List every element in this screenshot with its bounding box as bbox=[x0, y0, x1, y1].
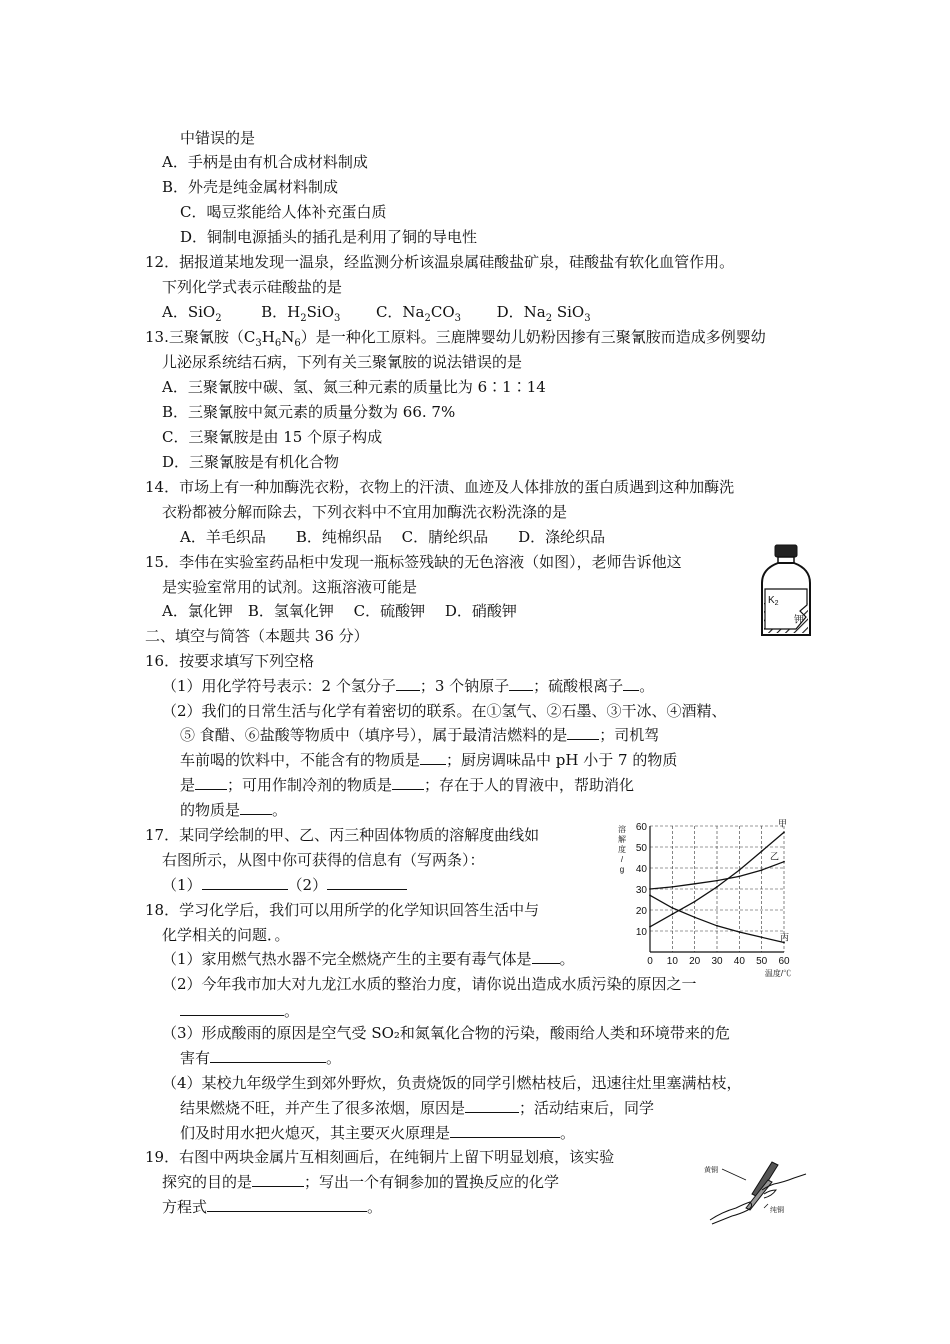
data-point bbox=[694, 901, 696, 903]
q13-option-c: C．三聚氰胺是由 15 个原子构成 bbox=[162, 428, 383, 446]
q11-option-d: D．铜制电源插头的插孔是利用了铜的导电性 bbox=[180, 228, 478, 246]
y-tick-label: 10 bbox=[635, 927, 647, 938]
x-axis-label: 温度/℃ bbox=[764, 969, 792, 978]
data-point bbox=[694, 883, 696, 885]
metal-scratch-figure bbox=[702, 1150, 808, 1226]
data-point bbox=[694, 916, 696, 918]
q18-part1: （1）家用燃气热水器不完全燃烧产生的主要有毒气体是 。 bbox=[162, 950, 575, 968]
q18-part4-line2: 结果燃烧不旺，并产生了很多浓烟，原因是 ；活动结束后，同学 bbox=[180, 1099, 655, 1117]
data-point bbox=[671, 907, 673, 909]
q11-option-a: A．手柄是由有机合成材料制成 bbox=[162, 153, 368, 171]
data-point bbox=[783, 861, 785, 863]
q18-part4-line1: （4）某校九年级学生到郊外野炊，负责烧饭的同学引燃枯枝后，迅速往灶里塞满枯枝， bbox=[162, 1074, 742, 1092]
q18-part2: （2）今年我市加大对九龙江水质的整治力度，请你说出造成水质污染的原因之一 bbox=[162, 975, 697, 993]
q12-stem-line1: 12．据报道某地发现一温泉，经监测分析该温泉属硅酸盐矿泉，硅酸盐有软化血管作用。 bbox=[145, 253, 735, 271]
x-tick-label: 20 bbox=[689, 956, 701, 967]
data-point bbox=[649, 894, 651, 896]
q19-stem-line3: 方程式 。 bbox=[162, 1198, 383, 1216]
y-tick-label: 50 bbox=[635, 843, 647, 854]
x-tick-label: 60 bbox=[778, 956, 790, 967]
q18-stem-line2: 化学相关的问题．。 bbox=[162, 926, 290, 944]
data-point bbox=[761, 850, 763, 852]
data-point bbox=[649, 888, 651, 890]
q12-stem-line2: 下列化学式表示硅酸盐的是 bbox=[162, 278, 343, 296]
answer-blank[interactable] bbox=[396, 676, 420, 691]
q16-part2-line5: 的物质是 。 bbox=[180, 801, 288, 819]
y-axis-label-char: 度 bbox=[618, 845, 626, 854]
q18-part4-line3: 们及时用水把火熄灭，其主要灭火原理是 。 bbox=[180, 1124, 576, 1142]
bottle-cap bbox=[775, 545, 797, 557]
answer-blank[interactable] bbox=[202, 875, 288, 890]
answer-blank[interactable] bbox=[450, 1123, 560, 1138]
q16-part2-line4: 是 ；可用作制冷剂的物质是 ；存在于人的胃液中，帮助消化 bbox=[180, 776, 635, 794]
y-axis-label-char: / bbox=[620, 855, 624, 864]
y-tick-label: 30 bbox=[635, 885, 647, 896]
data-point bbox=[716, 886, 718, 888]
answer-blank[interactable] bbox=[210, 1048, 326, 1063]
x-tick-label: 40 bbox=[733, 956, 745, 967]
q15-stem-line1: 15．李伟在实验室药品柜中发现一瓶标签残缺的无色溶液（如图），老师告诉他这 bbox=[145, 553, 682, 571]
answer-blank[interactable] bbox=[240, 800, 272, 815]
q13-option-a: A．三聚氰胺中碳、氢、氮三种元素的质量比为 6∶1∶14 bbox=[162, 378, 546, 396]
data-point bbox=[738, 869, 740, 871]
q18-part3-answer: 害有 。 bbox=[180, 1049, 342, 1067]
series-line-乙 bbox=[650, 862, 784, 889]
answer-blank[interactable] bbox=[207, 1197, 367, 1212]
q14-stem-line2: 衣粉都被分解而除去，下列衣料中不宜用加酶洗衣粉洗涤的是 bbox=[162, 503, 568, 521]
q11-option-b: B．外壳是纯金属材料制成 bbox=[162, 178, 339, 196]
q16-part2-line2: ⑤ 食醋、⑥盐酸等物质中（填序号），属于最清洁燃料的是 ；司机驾 bbox=[180, 726, 660, 744]
x-tick-label: 10 bbox=[666, 956, 678, 967]
label-pure-copper: 纯铜 bbox=[770, 1207, 784, 1214]
label-potassium: 钾 bbox=[794, 615, 804, 626]
q17-stem-line1: 17．某同学绘制的甲、乙、丙三种固体物质的溶解度曲线如 bbox=[145, 826, 540, 844]
q13-option-d: D．三聚氰胺是有机化合物 bbox=[162, 453, 340, 471]
q14-stem-line1: 14．市场上有一种加酶洗衣粉，衣物上的汗渍、血迹及人体排放的蛋白质遇到这种加酶洗 bbox=[145, 478, 735, 496]
data-point bbox=[738, 876, 740, 878]
reagent-bottle-figure bbox=[756, 543, 816, 641]
y-tick-label: 20 bbox=[635, 906, 647, 917]
q16-part1: （1）用化学符号表示：2 个氢分子 ；3 个钠原子 ；硫酸根离子 。 bbox=[162, 677, 655, 695]
section-heading: 二、填空与简答（本题共 36 分） bbox=[145, 627, 369, 645]
answer-blank[interactable] bbox=[195, 775, 227, 790]
label-formula: $K_2$ bbox=[768, 595, 779, 607]
q12-option-d: D．$Na_2$ SiO$_3$ bbox=[496, 303, 591, 324]
y-tick-label: 40 bbox=[635, 864, 647, 875]
q11-option-c: C．喝豆浆能给人体补充蛋白质 bbox=[180, 203, 387, 221]
data-point bbox=[761, 869, 763, 871]
data-point bbox=[716, 925, 718, 927]
answer-blank[interactable] bbox=[509, 676, 533, 691]
y-axis-label-char: g bbox=[619, 865, 625, 874]
q12-options bbox=[162, 302, 591, 322]
q16-part2-line1: （2）我们的日常生活与化学有着密切的联系。在①氢气、②石墨、③干冰、④酒精、 bbox=[162, 702, 727, 720]
answer-blank[interactable] bbox=[392, 775, 424, 790]
q19-stem-line1: 19．右图中两块金属片互相刻画后，在纯铜片上留下明显划痕，该实验 bbox=[145, 1148, 615, 1166]
answer-blank[interactable] bbox=[327, 875, 407, 890]
series-label: 甲 bbox=[778, 818, 788, 829]
q13-stem-line1: 13.三聚氰胺$(C_3H_6N_6)$是一种化工原料。三鹿牌婴幼儿奶粉因掺有三聚氰胺而造成多例婴幼 bbox=[145, 328, 766, 349]
data-point bbox=[761, 936, 763, 938]
q12-option-b: B．$H_2SiO_3$ bbox=[261, 303, 341, 324]
y-tick-label: 60 bbox=[635, 822, 647, 833]
hand-left bbox=[710, 1202, 752, 1224]
answer-blank[interactable] bbox=[465, 1098, 519, 1113]
label-brass: 黄铜 bbox=[704, 1167, 718, 1174]
q14-options: A．羊毛织品 B．纯棉织品 C．腈纶织品 D．涤纶织品 bbox=[180, 528, 606, 546]
answer-blank[interactable] bbox=[623, 676, 639, 691]
x-tick-label: 50 bbox=[756, 956, 768, 967]
q12-option-c: C．$Na_2CO_3$ bbox=[375, 303, 462, 324]
data-point bbox=[671, 886, 673, 888]
q18-stem-line1: 18．学习化学后，我们可以用所学的化学知识回答生活中与 bbox=[145, 901, 540, 919]
q19-stem-line2: 探究的目的是 ；写出一个有铜参加的置换反应的化学 bbox=[162, 1173, 560, 1191]
q18-part3: （3）形成酸雨的原因是空气受 SO₂和氮氧化合物的污染，酸雨给人类和环境带来的危 bbox=[162, 1024, 730, 1042]
q15-options: A．氯化钾 B．氢氧化钾 C．硫酸钾 D．硝酸钾 bbox=[162, 602, 517, 620]
y-axis-label-char: 解 bbox=[618, 835, 626, 844]
y-axis-label-char: 溶 bbox=[618, 825, 626, 834]
q17-stem-line2: 右图所示，从图中你可获得的信息有（写两条）： bbox=[162, 851, 485, 869]
q15-stem-line2: 是实验室常用的试剂。这瓶溶液可能是 bbox=[162, 578, 418, 596]
q12-option-a: A．SiO$_2$ bbox=[162, 303, 222, 324]
q13-option-b: B．三聚氰胺中氮元素的质量分数为 66. 7% bbox=[162, 403, 456, 421]
solubility-chart bbox=[602, 818, 802, 983]
q11-stem: 中错误的是 bbox=[180, 129, 256, 147]
q17-answers: （1） （2） bbox=[162, 875, 407, 895]
answer-blank[interactable] bbox=[420, 750, 446, 765]
data-point bbox=[649, 926, 651, 928]
answer-blank[interactable] bbox=[252, 1172, 304, 1187]
q16-part2-line3: 车前喝的饮料中，不能含有的物质是 ；厨房调味品中 pH 小于 7 的物质 bbox=[180, 751, 678, 769]
q16-title: 16．按要求填写下列空格 bbox=[145, 652, 315, 670]
data-point bbox=[783, 831, 785, 833]
x-tick-label: 30 bbox=[711, 956, 723, 967]
data-point bbox=[716, 880, 718, 882]
x-tick-label: 0 bbox=[647, 956, 653, 967]
answer-blank[interactable] bbox=[180, 1001, 284, 1016]
answer-blank[interactable] bbox=[567, 725, 599, 740]
q18-part2-answer: 。 bbox=[180, 1001, 299, 1021]
series-label: 乙 bbox=[770, 851, 780, 862]
series-label: 丙 bbox=[780, 932, 790, 943]
data-point bbox=[671, 913, 673, 915]
answer-blank[interactable] bbox=[532, 949, 560, 964]
data-point bbox=[738, 931, 740, 933]
q13-stem-line2: 儿泌尿系统结石病，下列有关三聚氰胺的说法错误的是 bbox=[162, 353, 523, 371]
